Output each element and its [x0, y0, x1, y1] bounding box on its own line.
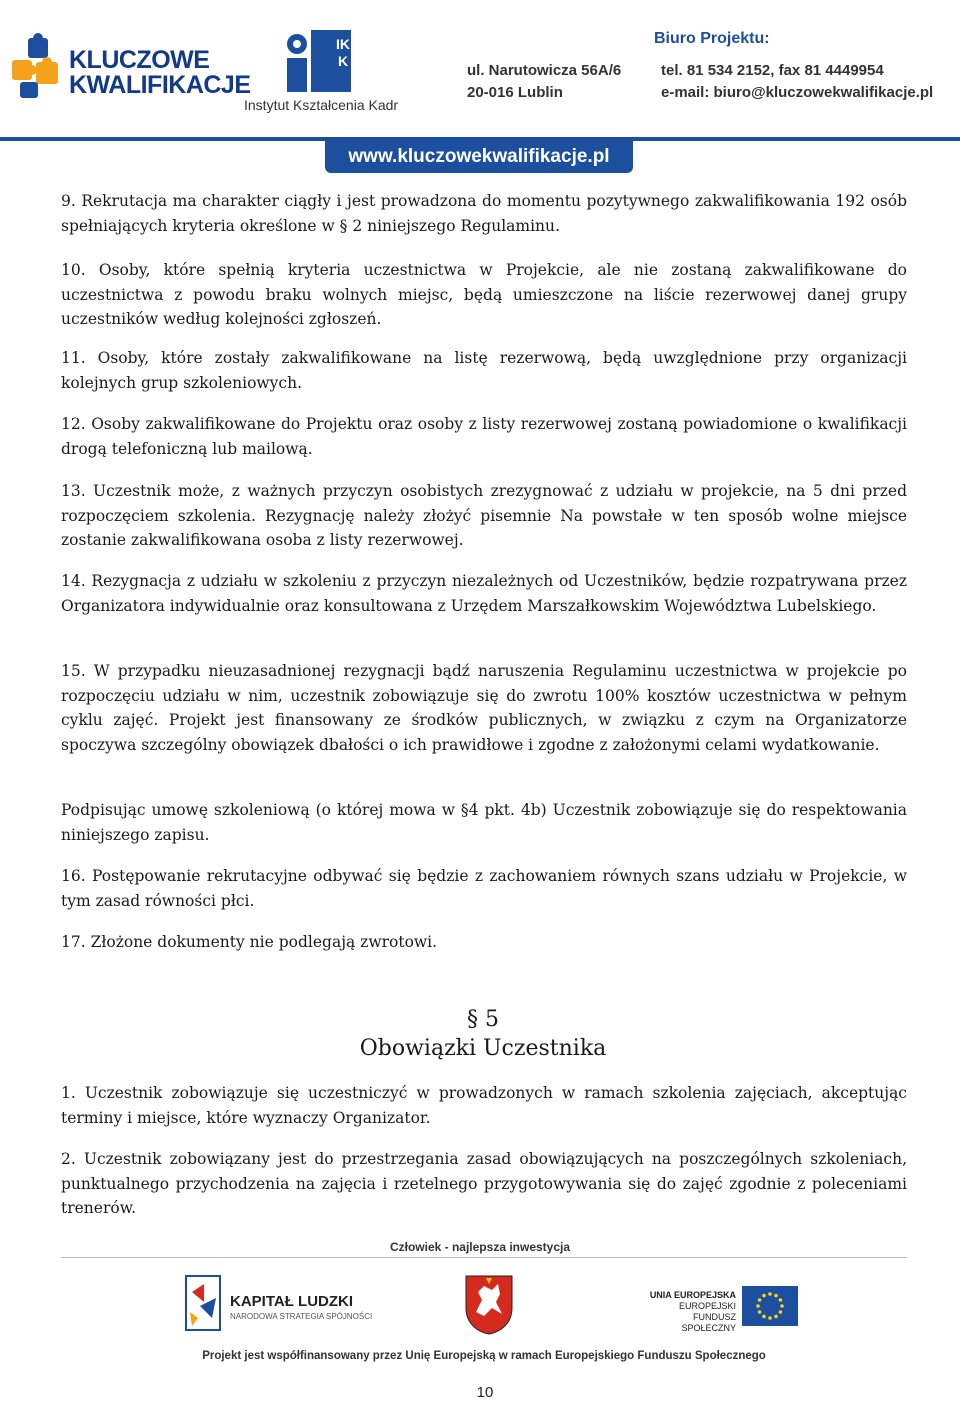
ue-line1: UNIA EUROPEJSKA [649, 1290, 736, 1300]
kl-title: KAPITAŁ LUDZKI [230, 1293, 354, 1310]
kapital-ludzki-logo-icon [182, 1272, 224, 1334]
address-line2: 20-016 Lublin [467, 84, 563, 101]
paragraph-10: 10. Osoby, które spełnią kryteria uczestnictwa w Projekcie, ale nie zostaną zakwalifikowane do uczestnictwa z powodu braku wolnych miejsc, będą umieszczone na liście rezerwowej danej grupy uczestników według kolejności zgłoszeń. [61, 261, 907, 328]
logo-kk-line1: KLUCZOWE [69, 46, 210, 74]
logo-kk-line2: KWALIFIKACJE [69, 71, 251, 99]
paragraph-12: 12. Osoby zakwalifikowane do Projektu oraz osoby z listy rezerwowej zostaną powiadomione o kwalifikacji drogą telefoniczną lub mailową. [61, 415, 907, 458]
eu-flag-icon [742, 1286, 798, 1326]
kl-subtitle: NARODOWA STRATEGIA SPÓJNOŚCI [230, 1312, 373, 1321]
logo-ikk-letters: IKK [336, 36, 350, 69]
puzzle-logo-icon [8, 32, 66, 102]
address-line1: ul. Narutowicza 56A/6 [467, 62, 622, 79]
footer-cofinancing-note: Projekt jest współfinansowany przez Unię Europejską w ramach Europejskiego Funduszu Społecznego [202, 1350, 766, 1362]
lubelskie-coat-of-arms-icon [462, 1272, 516, 1336]
office-title: Biuro Projektu: [654, 30, 770, 47]
paragraph-17: 17. Złożone dokumenty nie podlegają zwrotowi. [61, 933, 438, 951]
page-number: 10 [476, 1384, 494, 1401]
section-title: Obowiązki Uczestnika [359, 1036, 607, 1061]
section-number: § 5 [467, 1007, 499, 1032]
paragraph-13: 13. Uczestnik może, z ważnych przyczyn osobistych zrezygnować z udziału w projekcie, na 5 dni przed rozpoczęciem szkolenia. Rezygnację należy złożyć pisemnie Na powstałe w ten sposób wolne miejsce zostanie zakwalifikowana osoba z listy rezerwowej. [61, 482, 907, 549]
phone-line: tel. 81 534 2152, fax 81 4449954 [661, 62, 884, 79]
duty-1: 1. Uczestnik zobowiązuje się uczestniczyć w prowadzonych w ramach szkolenia zajęciach, akceptując terminy i miejsce, które wyznaczy Organizator. [61, 1084, 907, 1127]
logo-ikk-caption: Instytut Kształcenia Kadr [244, 97, 399, 113]
ue-line2: EUROPEJSKI [678, 1301, 736, 1311]
footer-slogan: Człowiek - najlepsza inwestycja [389, 1240, 571, 1254]
website-link[interactable]: www.kluczowekwalifikacje.pl [348, 146, 610, 167]
page-header [0, 0, 960, 176]
duty-2: 2. Uczestnik zobowiązany jest do przestrzegania zasad obowiązujących na poszczególnych szkoleniach, punktualnego przychodzenia na zajęcia i rzetelnego przygotowywania się do zajęć zgodnie z poleceniami trenerów. [61, 1150, 907, 1217]
paragraph-16: 16. Postępowanie rekrutacyjne odbywać się będzie z zachowaniem równych szans udziału w Projekcie, w tym zasad równości płci. [61, 867, 907, 910]
paragraph-15: 15. W przypadku nieuzasadnionej rezygnacji bądź naruszenia Regulaminu uczestnictwa w projekcie po rozpoczęciu udziału w nim, uczestnik zobowiązuje się do zwrotu 100% kosztów uczestnictwa w pełnym cyklu zajęć. Projekt jest finansowany ze środków publicznych, w związku z czym na Organizatorze spoczywa szczególny obowiązek dbałości o ich prawidłowe i zgodne z założonymi celami wydatkowanie. [61, 662, 907, 754]
email-line: e-mail: biuro@kluczowekwalifikacje.pl [661, 84, 934, 101]
footer-divider [61, 1257, 907, 1258]
paragraph-9: 9. Rekrutacja ma charakter ciągły i jest prowadzona do momentu pozytywnego zakwalifikowania 192 osób spełniających kryteria określone w § 2 niniejszego Regulaminu. [61, 192, 907, 235]
ue-line3: FUNDUSZ SPOŁECZNY [681, 1312, 736, 1333]
paragraph-14: 14. Rezygnacja z udziału w szkoleniu z przyczyn niezależnych od Uczestników, będzie rozpatrywana przez Organizatora indywidualnie oraz konsultowana z Urzędem Marszałkowskim Województwa Lubelskiego. [61, 572, 907, 615]
paragraph-11: 11. Osoby, które zostały zakwalifikowane na listę rezerwową, będą uwzględnione przy organizacji kolejnych grup szkoleniowych. [61, 349, 907, 392]
paragraph-15-note: Podpisując umowę szkoleniową (o której mowa w §4 pkt. 4b) Uczestnik zobowiązuje się do respektowania niniejszego zapisu. [61, 801, 907, 844]
ue-text [640, 1290, 736, 1334]
